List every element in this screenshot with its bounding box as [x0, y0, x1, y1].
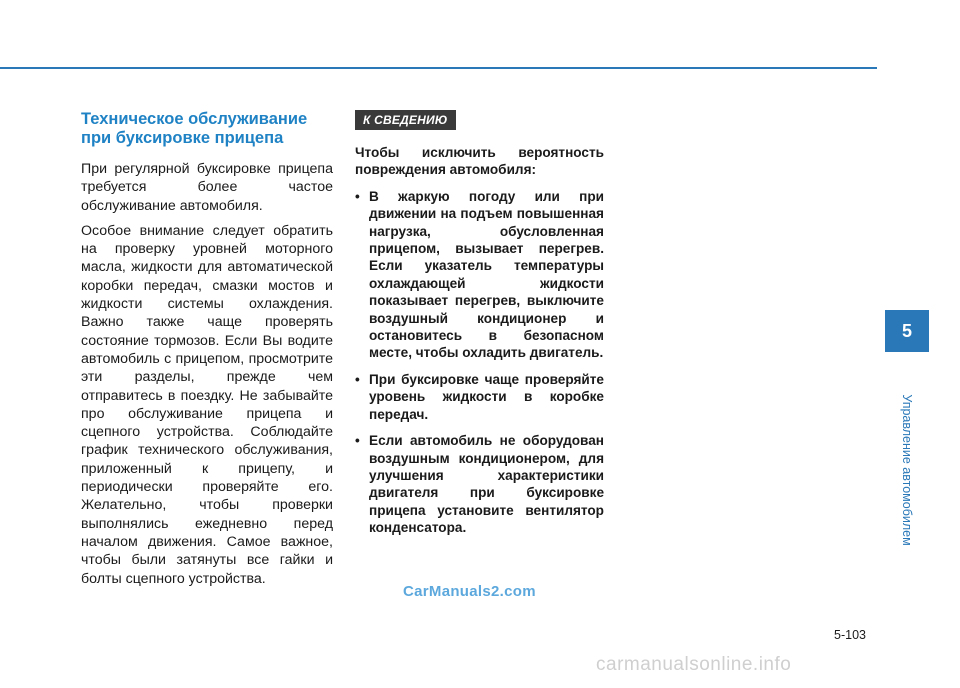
section-title-line2: при буксировке прицепа: [81, 129, 284, 147]
chapter-tab: 5: [885, 310, 929, 352]
info-lead: Чтобы исключить вероятность повреждения автомобиля:: [355, 145, 604, 178]
section-title: [81, 110, 333, 148]
info-bullet-list: [355, 188, 604, 537]
page-number: 5-103: [834, 628, 866, 642]
watermark-carmanuals2[interactable]: CarManuals2.com: [403, 583, 536, 600]
info-box: [355, 110, 604, 546]
section-title-line1: Техническое обслуживание: [81, 110, 308, 128]
bullet-text: При буксировке чаще проверяйте уровень жидкости в коробке передач.: [369, 371, 604, 422]
bullet-text: Если автомобиль не оборудован воздушным кондиционером, для улучшения характеристики двигателя при буксировке прицепа установите вентилятор конденсатора.: [369, 433, 604, 536]
watermark-carmanualsonline: carmanualsonline.info: [596, 654, 792, 675]
bullet-icon: •: [355, 188, 360, 204]
bullet-text: В жаркую погоду или при движении на подъем повышенная нагрузка, обусловленная прицепом, вызывает перегрев. Если указатель температуры охлаждающей жидкости показывает перегрев, выключите воздушный кондиционер и остановитесь в безопасном месте, чтобы охладить двигатель.: [369, 188, 604, 361]
left-column: [81, 110, 333, 595]
info-badge: К СВЕДЕНИЮ: [355, 110, 456, 130]
bullet-icon: •: [355, 371, 360, 387]
list-item: [355, 188, 604, 362]
chapter-label: Управление автомобилем: [900, 394, 914, 546]
paragraph-intro: При регулярной буксировке прицепа требуется более частое обслуживание автомобиля.: [81, 161, 333, 214]
paragraph-details: Особое внимание следует обратить на проверку уровней моторного масла, жидкости для автоматической коробки передач, смазки мостов и жидкости системы охлаждения. Важно также чаще проверять состояние тормозов. Если Вы водите автомобиль с прицепом, просмотрите эти разделы, прежде чем отправитесь в поездку. Не забывайте про обслуживание прицепа и сцепного устройства. Соблюдайте график технического обслуживания, приложенный к прицепу, и периодически проверяйте его. Желательно, чтобы проверки выполнялись ежедневно перед началом движения. Самое важное, чтобы были затянуты все гайки и болты сцепного устройства.: [81, 222, 333, 587]
list-item: [355, 432, 604, 536]
bullet-icon: •: [355, 433, 360, 449]
top-rule: [0, 67, 877, 69]
list-item: [355, 371, 604, 423]
